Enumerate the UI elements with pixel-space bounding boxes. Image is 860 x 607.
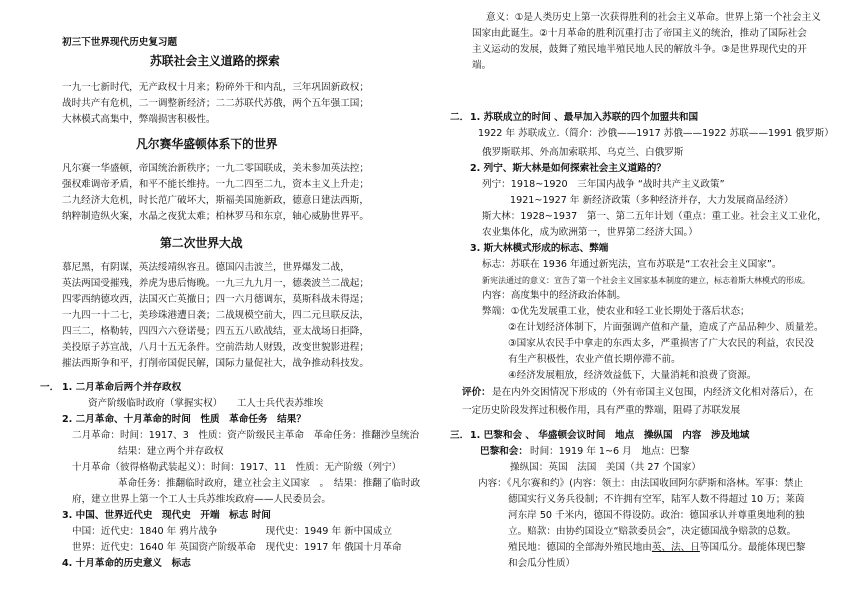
text-segment: 殖民地：德国的全部海外殖民地由 — [508, 542, 652, 553]
section-heading-versailles: 凡尔赛华盛顿体系下的世界 — [136, 137, 278, 151]
answer-line: 府，建立世界上第一个工人士兵苏维埃政府——人民委员会。 — [72, 494, 332, 505]
poem-line: 一九四一十二七，美珍珠港遭日袭；二战规模空前大，四二元旦联反法， — [62, 310, 369, 321]
question-heading: 2. 二月革命、十月革命的时间 性质 革命任务 结果？ — [62, 414, 306, 425]
answer-line: 中国：近代史：1840 年 鸦片战争 现代史：1949 年 新中国成立 — [72, 526, 393, 537]
question-heading: 2. 列宁、斯大林是如何探索社会主义道路的？ — [470, 163, 666, 174]
poem-line: 摧法西斯争和平，打削帝国促民解，国际力量促社大，战争推动科技发。 — [62, 358, 369, 369]
underlined-countries: 英、法、日 — [651, 542, 700, 553]
answer-line: 内容：《凡尔赛和约》(内容：领土：由法国收回阿尔萨斯和洛林。军事：禁止 — [478, 478, 804, 489]
answer-line: ②在计划经济体制下，片面强调产值和产量，造成了产品品种少、质量差。 — [508, 322, 824, 333]
part-number: 一． — [40, 382, 60, 393]
answer-line: 俄罗斯联邦、外高加索联邦、乌克兰、白俄罗斯 — [482, 147, 684, 158]
answer-line: 结果：建立两个并存政权 — [118, 446, 224, 457]
poem-line: 二九经济大危机，时长范广破坏大，斯福美国施新政，德意日建法西斯， — [62, 195, 369, 206]
paris-label: 巴黎和会： — [480, 446, 528, 457]
answer-line: 有生产积极性，农业产值长期停滞不前。 — [508, 354, 681, 365]
answer-line: 革命任务：推翻临时政府，建立社会主义国家 。 结果：推翻了临时政 — [118, 478, 421, 489]
answer-line: 是在内外交困情况下形成的（外有帝国主义包围，内经济文化相对落后），在 — [492, 387, 814, 398]
answer-line: 二月革命：时间：1917、3 性质：资产阶级民主革命 革命任务：推翻沙皇统治 — [72, 430, 420, 441]
poem-line: 凡尔赛一华盛顿，帝国统治新秩序；一九二零国联成，美未参加英法控； — [62, 163, 369, 174]
section-heading-ww2: 第二次世界大战 — [160, 236, 243, 250]
poem-line: 强权难调帝矛盾，和平不能长维持。一九二四至二九，资本主义上升走； — [62, 179, 369, 190]
answer-line: 河东岸 50 千米内，德国不得设防。政治：德国承认并尊重奥地利的独 — [508, 510, 805, 521]
answer-line: 标志：苏联在 1936 年通过新宪法，宣布苏联是“工农社会主义国家”。 — [482, 259, 782, 270]
answer-line: 主义运动的发展，鼓舞了殖民地半殖民地人民的解放斗争。③是世界现代史的开 — [472, 44, 807, 55]
answer-line: 操纵国：英国 法国 美国（共 27 个国家） — [510, 462, 701, 473]
answer-line: 弊端：①优先发展重工业，使农业和轻工业长期处于落后状态； — [482, 306, 750, 317]
section-heading-soviet: 苏联社会主义道路的探索 — [150, 54, 280, 68]
poem-line: 一九一七新时代，无产政权十月来；粉碎外干和内乱，三年巩固新政权； — [62, 82, 369, 93]
answer-line: 一定历史阶段发挥过积极作用，具有严重的弊端，阻碍了苏联发展 — [462, 405, 741, 416]
answer-line: 和会瓜分性质） — [508, 558, 576, 569]
answer-line: 农业集体化，成为欧洲第一，世界第二经济大国。） — [482, 227, 698, 238]
part-number: 三． — [450, 430, 470, 441]
text-segment: 等国瓜分。最能体现巴黎 — [699, 542, 806, 553]
question-heading: 4. 十月革命的历史意义 标志 — [62, 558, 191, 569]
answer-line: 立。赔款：由协约国设立“赔款委员会”，决定德国战争赔款的总数。 — [508, 526, 797, 537]
poem-line: 大林模式高集中，弊端损害积极性。 — [62, 114, 216, 125]
answer-line: 内容：高度集中的经济政治体制。 — [482, 290, 626, 301]
question-heading: 3. 斯大林模式形成的标志、弊端 — [470, 243, 609, 254]
answer-line: 资产阶级临时政府（掌握实权） 工人士兵代表苏维埃 — [88, 398, 324, 409]
poem-line: 英法两国受摧残，养虎为患后悔晚。一九三九九月一，德袭波兰二战起； — [62, 278, 369, 289]
poem-line: 纳粹制造纵火案，水晶之夜犹太难；柏林罗马和东京，轴心威胁世界平。 — [62, 211, 369, 222]
part-number: 二． — [450, 112, 470, 123]
question-heading: 1. 苏联成立的时间 、最早加入苏联的四个加盟共和国 — [470, 112, 699, 123]
answer-line: 国家由此诞生。②十月革命的胜利沉重打击了帝国主义的统治，推动了国际社会 — [472, 28, 807, 39]
answer-line: 1922 年 苏联成立.（简介：沙俄——1917 苏俄——1922 苏联——1991 俄罗斯） — [478, 128, 834, 139]
question-heading: 1. 巴黎和会 、 华盛顿会议时间 地点 操纵国 内容 涉及地域 — [470, 430, 750, 441]
answer-line: 时间：1919 年 1~6 月 地点：巴黎 — [530, 446, 690, 457]
answer-line: 端。 — [472, 60, 492, 71]
question-heading: 3. 中国、世界近代史 现代史 开端 标志 时间 — [62, 510, 271, 521]
poem-line: 美投原子苏宣战，八月十五无条件。空前浩劫人财毁，改变世貌影进程； — [62, 342, 369, 353]
answer-line: 列宁：1918~1920 三年国内战争 “战时共产主义政策” — [482, 179, 725, 190]
evaluation-label: 评价： — [462, 387, 491, 398]
answer-line: 德国实行义务兵役制；不许拥有空军，陆军人数不得超过 10 万；莱茵 — [508, 494, 805, 505]
poem-line: 四三二，格勒转，四四六六登诺曼；四五五八欧战结，亚太战场日拒降， — [62, 326, 369, 337]
note-line: 新宪法通过的意义：宣告了第一个社会主义国家基本制度的建立，标志着斯大林模式的形成。 — [482, 276, 810, 285]
answer-line: ④经济发展粗放，经济效益低下，大量消耗和浪费了资源。 — [508, 370, 757, 381]
answer-line-colonies — [508, 542, 805, 554]
answer-line: 意义：①是人类历史上第一次获得胜利的社会主义革命。世界上第一个社会主义 — [486, 12, 821, 23]
poem-line: 战时共产有危机，二一调整新经济；二二苏联代苏俄，两个五年强工国； — [62, 98, 369, 109]
doc-title: 初三下世界现代历史复习题 — [62, 37, 178, 48]
answer-line: 1921~1927 年 新经济政策（多种经济并存，大力发展商品经济） — [510, 195, 794, 206]
poem-line: 四零西纳德攻西，法国灭亡英撤日；四一六月德调东，莫斯科战未得逞； — [62, 294, 369, 305]
answer-line: ③国家从农民手中拿走的东西太多，严重损害了广大农民的利益，农民没 — [508, 338, 815, 349]
question-heading: 1. 二月革命后两个并存政权 — [62, 382, 182, 393]
poem-line: 慕尼黑，有阴谋，英法绥靖纵容丑。德国闪击波兰，世界爆发二战， — [62, 262, 350, 273]
answer-line: 世界：近代史：1640 年 英国资产阶级革命 现代史：1917 年 俄国十月革命 — [72, 542, 402, 553]
answer-line: 十月革命（彼得格勒武装起义）：时间：1917、11 性质：无产阶级（列宁） — [72, 462, 402, 473]
answer-line: 斯大林：1928~1937 第一、第二五年计划（重点：重工业。社会主义工业化， — [482, 211, 827, 222]
